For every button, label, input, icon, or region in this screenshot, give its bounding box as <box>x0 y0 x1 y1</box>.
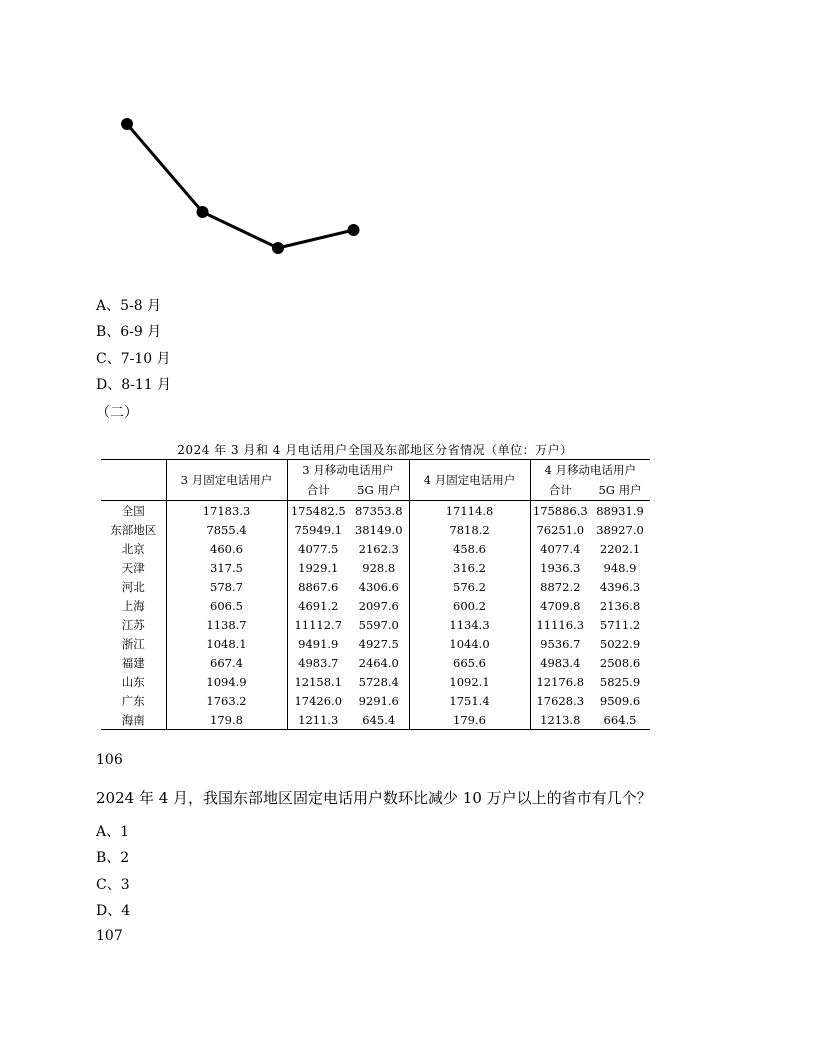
option-c[interactable]: C、7-10 月 <box>96 351 171 367</box>
cell-apr_fixed: 458.6 <box>409 539 530 558</box>
cell-region: 东部地区 <box>110 522 157 537</box>
cell-region: 山东 <box>121 674 145 689</box>
q106-option-a[interactable]: A、1 <box>96 824 130 840</box>
cell-apr_5g: 38927.0 <box>596 522 644 537</box>
cell-apr_5g: 5825.9 <box>599 674 641 689</box>
cell-mar_fixed: 1048.1 <box>166 634 287 653</box>
cell-apr_total: 1936.3 <box>530 558 590 577</box>
cell-apr_5g: 5022.9 <box>599 636 641 651</box>
data-point-4 <box>348 224 360 236</box>
header-april-total: 合计 <box>530 480 590 500</box>
cell-apr_5g: 2202.1 <box>599 541 641 556</box>
cell-apr_fixed: 576.2 <box>409 577 530 596</box>
cell-mar_5g: 2464.0 <box>358 655 399 670</box>
cell-apr_5g: 9509.6 <box>599 693 641 708</box>
cell-mar_fixed: 179.8 <box>166 710 287 730</box>
cell-apr_total: 8872.2 <box>530 577 590 596</box>
cell-mar_total: 11112.7 <box>287 615 349 634</box>
table-row <box>101 653 650 672</box>
cell-mar_5g: 5597.0 <box>358 617 399 632</box>
cell-mar_5g: 2162.3 <box>358 541 399 556</box>
question-106-text: 2024 年 4 月，我国东部地区固定电话用户数环比减少 10 万户以上的省市有几个？ <box>96 789 652 807</box>
q106-option-b[interactable]: B、2 <box>96 850 130 866</box>
cell-apr_total: 1213.8 <box>530 710 590 730</box>
cell-mar_fixed: 17183.3 <box>166 501 287 521</box>
data-point-1 <box>121 118 133 130</box>
cell-apr_total: 175886.3 <box>530 501 590 521</box>
cell-apr_fixed: 1134.3 <box>409 615 530 634</box>
header-march-mobile: 3 月移动电话用户 <box>287 460 409 481</box>
trend-line <box>127 124 354 248</box>
cell-mar_5g: 5728.4 <box>358 674 399 689</box>
cell-mar_5g: 645.4 <box>349 710 409 730</box>
cell-region: 北京 <box>121 541 145 556</box>
cell-region: 全国 <box>121 503 145 518</box>
cell-mar_total: 1211.3 <box>287 710 349 730</box>
q106-option-d[interactable]: D、4 <box>96 903 131 919</box>
cell-region: 广东 <box>121 693 145 708</box>
table-row <box>101 577 650 596</box>
cell-apr_fixed: 600.2 <box>409 596 530 615</box>
header-april-5g: 5G 用户 <box>598 482 642 497</box>
cell-apr_5g: 4396.3 <box>599 579 641 594</box>
table-row <box>101 710 650 730</box>
question-106-number: 106 <box>96 752 123 768</box>
data-table <box>101 459 650 730</box>
q106-option-c[interactable]: C、3 <box>96 877 130 893</box>
table-row <box>101 501 650 521</box>
cell-mar_total: 4691.2 <box>287 596 349 615</box>
question-107-number: 107 <box>96 928 123 944</box>
cell-mar_fixed: 606.5 <box>166 596 287 615</box>
data-point-2 <box>197 206 209 218</box>
cell-mar_total: 75949.1 <box>287 520 349 539</box>
cell-mar_fixed: 1138.7 <box>166 615 287 634</box>
cell-region: 江苏 <box>121 617 145 632</box>
line-figure <box>100 100 380 270</box>
cell-region: 上海 <box>121 598 145 613</box>
cell-mar_fixed: 7855.4 <box>166 520 287 539</box>
header-march-fixed: 3 月固定电话用户 <box>166 460 287 501</box>
cell-mar_total: 175482.5 <box>287 501 349 521</box>
cell-mar_fixed: 317.5 <box>166 558 287 577</box>
cell-apr_5g: 5711.2 <box>599 617 641 632</box>
cell-mar_5g: 2097.6 <box>358 598 399 613</box>
cell-region: 海南 <box>101 710 166 730</box>
section-label: （二） <box>96 405 138 421</box>
option-d[interactable]: D、8-11 月 <box>96 377 172 393</box>
cell-apr_fixed: 665.6 <box>409 653 530 672</box>
cell-apr_total: 76251.0 <box>530 520 590 539</box>
cell-mar_5g: 4927.5 <box>358 636 399 651</box>
cell-mar_5g: 9291.6 <box>358 693 399 708</box>
cell-mar_fixed: 1094.9 <box>166 672 287 691</box>
cell-mar_fixed: 460.6 <box>166 539 287 558</box>
cell-apr_fixed: 17114.8 <box>409 501 530 521</box>
cell-apr_5g: 664.5 <box>590 710 650 730</box>
header-march-total: 合计 <box>287 480 349 500</box>
cell-mar_5g: 87353.8 <box>354 503 403 518</box>
cell-apr_5g: 2508.6 <box>599 655 641 670</box>
table-row <box>101 615 650 634</box>
cell-region: 河北 <box>121 579 145 594</box>
table-title: 2024 年 3 月和 4 月电话用户全国及东部地区分省情况（单位：万户） <box>177 443 573 457</box>
data-point-3 <box>272 242 284 254</box>
table-row <box>101 596 650 615</box>
cell-mar_5g: 38149.0 <box>354 522 403 537</box>
header-march-5g: 5G 用户 <box>357 482 401 497</box>
cell-mar_total: 12158.1 <box>287 672 349 691</box>
cell-apr_fixed: 7818.2 <box>409 520 530 539</box>
cell-apr_total: 12176.8 <box>530 672 590 691</box>
table-row <box>101 691 650 710</box>
cell-apr_total: 4983.4 <box>530 653 590 672</box>
cell-apr_total: 4077.4 <box>530 539 590 558</box>
header-april-mobile: 4 月移动电话用户 <box>530 460 650 481</box>
cell-apr_5g: 948.9 <box>603 560 637 575</box>
header-april-fixed: 4 月固定电话用户 <box>409 460 530 501</box>
cell-mar_total: 4983.7 <box>287 653 349 672</box>
cell-region: 浙江 <box>121 636 145 651</box>
table-row <box>101 520 650 539</box>
table-row <box>101 634 650 653</box>
cell-mar_5g: 928.8 <box>362 560 396 575</box>
table-row <box>101 558 650 577</box>
cell-mar_total: 9491.9 <box>287 634 349 653</box>
cell-apr_total: 4709.8 <box>530 596 590 615</box>
table-row <box>101 539 650 558</box>
cell-mar_total: 17426.0 <box>287 691 349 710</box>
cell-apr_fixed: 1751.4 <box>409 691 530 710</box>
cell-mar_fixed: 667.4 <box>166 653 287 672</box>
option-b[interactable]: B、6-9 月 <box>96 324 162 340</box>
option-a[interactable]: A、5-8 月 <box>96 298 162 314</box>
cell-mar_total: 1929.1 <box>287 558 349 577</box>
cell-apr_total: 11116.3 <box>530 615 590 634</box>
cell-apr_fixed: 1092.1 <box>409 672 530 691</box>
cell-mar_5g: 4306.6 <box>358 579 399 594</box>
cell-apr_fixed: 1044.0 <box>409 634 530 653</box>
cell-apr_total: 9536.7 <box>530 634 590 653</box>
cell-apr_5g: 2136.8 <box>599 598 641 613</box>
cell-region: 福建 <box>121 655 145 670</box>
cell-region: 天津 <box>121 560 145 575</box>
table-row <box>101 672 650 691</box>
cell-mar_fixed: 578.7 <box>166 577 287 596</box>
cell-apr_fixed: 179.6 <box>409 710 530 730</box>
cell-mar_fixed: 1763.2 <box>166 691 287 710</box>
cell-apr_5g: 88931.9 <box>596 503 644 518</box>
cell-apr_fixed: 316.2 <box>409 558 530 577</box>
cell-mar_total: 4077.5 <box>287 539 349 558</box>
cell-apr_total: 17628.3 <box>530 691 590 710</box>
cell-mar_total: 8867.6 <box>287 577 349 596</box>
